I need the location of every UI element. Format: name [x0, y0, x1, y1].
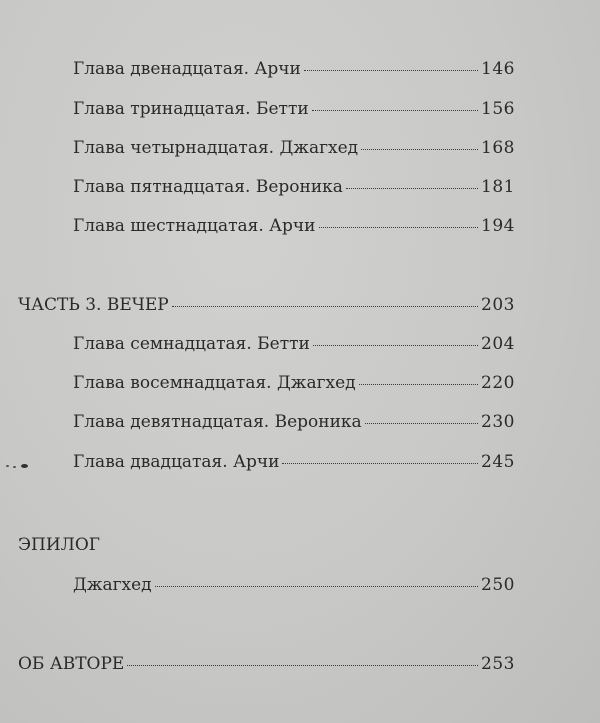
- dot-leader: [361, 149, 478, 150]
- toc-entry: [73, 58, 515, 80]
- dot-leader: [319, 227, 479, 228]
- dot-leader: [304, 70, 478, 71]
- dot-leader: [313, 345, 478, 346]
- toc-entry-page: 181: [481, 177, 515, 197]
- toc-entry-page: 245: [481, 452, 515, 472]
- toc-entry-title: Глава двадцатая. Арчи: [73, 452, 280, 472]
- dot-leader: [359, 384, 478, 385]
- toc-entry-title: Глава тринадцатая. Бетти: [73, 99, 309, 119]
- toc-entry-page: 220: [481, 373, 515, 393]
- dot-leader: [365, 423, 478, 424]
- toc-entry-page: 230: [481, 412, 515, 432]
- dot-leader: [155, 586, 478, 587]
- toc-entry-title: Глава девятнадцатая. Вероника: [73, 412, 362, 432]
- toc-entry-title: Глава восемнадцатая. Джагхед: [73, 373, 356, 393]
- toc-entry-page: 146: [481, 59, 515, 79]
- dot-leader: [127, 665, 478, 666]
- toc-part-entry: [18, 294, 515, 316]
- toc-about-entry: [18, 653, 515, 675]
- toc-entry: [73, 215, 515, 237]
- ink-smudge: [6, 462, 30, 470]
- dot-leader: [312, 110, 478, 111]
- toc-entry: [73, 137, 515, 159]
- toc-part-title: ЧАСТЬ 3. ВЕЧЕР: [18, 295, 169, 315]
- toc-entry: [73, 411, 515, 433]
- toc-entry-title: Глава четырнадцатая. Джагхед: [73, 138, 359, 158]
- dot-leader: [172, 306, 478, 307]
- epilogue-heading: ЭПИЛОГ: [18, 535, 101, 555]
- toc-entry: [73, 98, 515, 120]
- toc-entry-title: Джагхед: [73, 575, 152, 595]
- toc-entry: [73, 333, 515, 355]
- toc-entry: [73, 176, 515, 198]
- toc-entry-page: 194: [481, 216, 515, 236]
- toc-entry-page: 156: [481, 99, 515, 119]
- toc-entry-title: Глава пятнадцатая. Вероника: [73, 177, 343, 197]
- toc-entry-title: Глава семнадцатая. Бетти: [73, 334, 310, 354]
- toc-about-page: 253: [481, 654, 515, 674]
- toc-entry-title: Глава двенадцатая. Арчи: [73, 59, 301, 79]
- toc-entry-page: 204: [481, 334, 515, 354]
- toc-entry: [73, 372, 515, 394]
- toc-entry: [73, 574, 515, 596]
- toc-entry: [73, 451, 515, 473]
- toc-entry-title: Глава шестнадцатая. Арчи: [73, 216, 316, 236]
- dot-leader: [346, 188, 478, 189]
- toc-entry-page: 250: [481, 575, 515, 595]
- toc-about-title: ОБ АВТОРЕ: [18, 654, 125, 674]
- toc-part-page: 203: [481, 295, 515, 315]
- dot-leader: [282, 463, 478, 464]
- toc-entry-page: 168: [481, 138, 515, 158]
